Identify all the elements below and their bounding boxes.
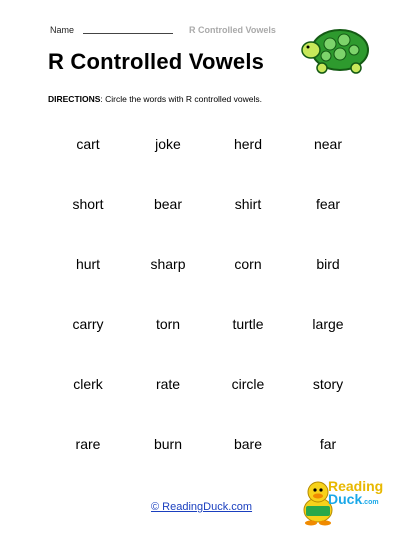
word-item: bird: [316, 256, 340, 272]
word-item: burn: [153, 436, 183, 452]
name-blank-line: [83, 33, 173, 34]
logo-word-duck-text: Duck: [328, 491, 363, 507]
word-item: carry: [72, 316, 104, 332]
footer-link[interactable]: © ReadingDuck.com: [151, 501, 253, 513]
directions: [48, 94, 262, 104]
name-row: [50, 25, 276, 35]
word-item: cart: [76, 136, 100, 152]
word-item: herd: [233, 136, 263, 152]
worksheet-topic: R Controlled Vowels: [189, 25, 276, 35]
logo-wordmark: [328, 480, 383, 509]
word-item: clerk: [73, 376, 103, 392]
word-item: bear: [153, 196, 183, 212]
word-item: far: [319, 436, 337, 452]
name-label: Name: [50, 25, 75, 35]
word-item: shirt: [234, 196, 262, 212]
reading-duck-logo: [300, 474, 384, 526]
word-item: torn: [155, 316, 181, 332]
logo-word-duck: [328, 493, 383, 509]
word-item: rare: [75, 436, 101, 452]
word-item: story: [312, 376, 344, 392]
logo-word-reading: Reading: [328, 478, 384, 494]
word-item: short: [72, 196, 104, 212]
word-item: rate: [155, 376, 181, 392]
word-item: near: [313, 136, 343, 152]
word-item: hurt: [75, 256, 101, 272]
word-item: circle: [231, 376, 265, 392]
page-title: R Controlled Vowels: [48, 49, 265, 74]
directions-text: : Circle the words with R controlled vowels.: [100, 94, 262, 104]
word-item: turtle: [232, 316, 264, 332]
directions-label: DIRECTIONS: [48, 94, 101, 104]
word-item: fear: [315, 196, 341, 212]
word-item: bare: [233, 436, 263, 452]
word-item: sharp: [150, 256, 186, 272]
logo-suffix: .com: [362, 499, 379, 506]
turtle-icon: [300, 20, 376, 76]
word-item: corn: [234, 256, 262, 272]
word-item: large: [312, 316, 344, 332]
word-item: joke: [155, 136, 181, 152]
